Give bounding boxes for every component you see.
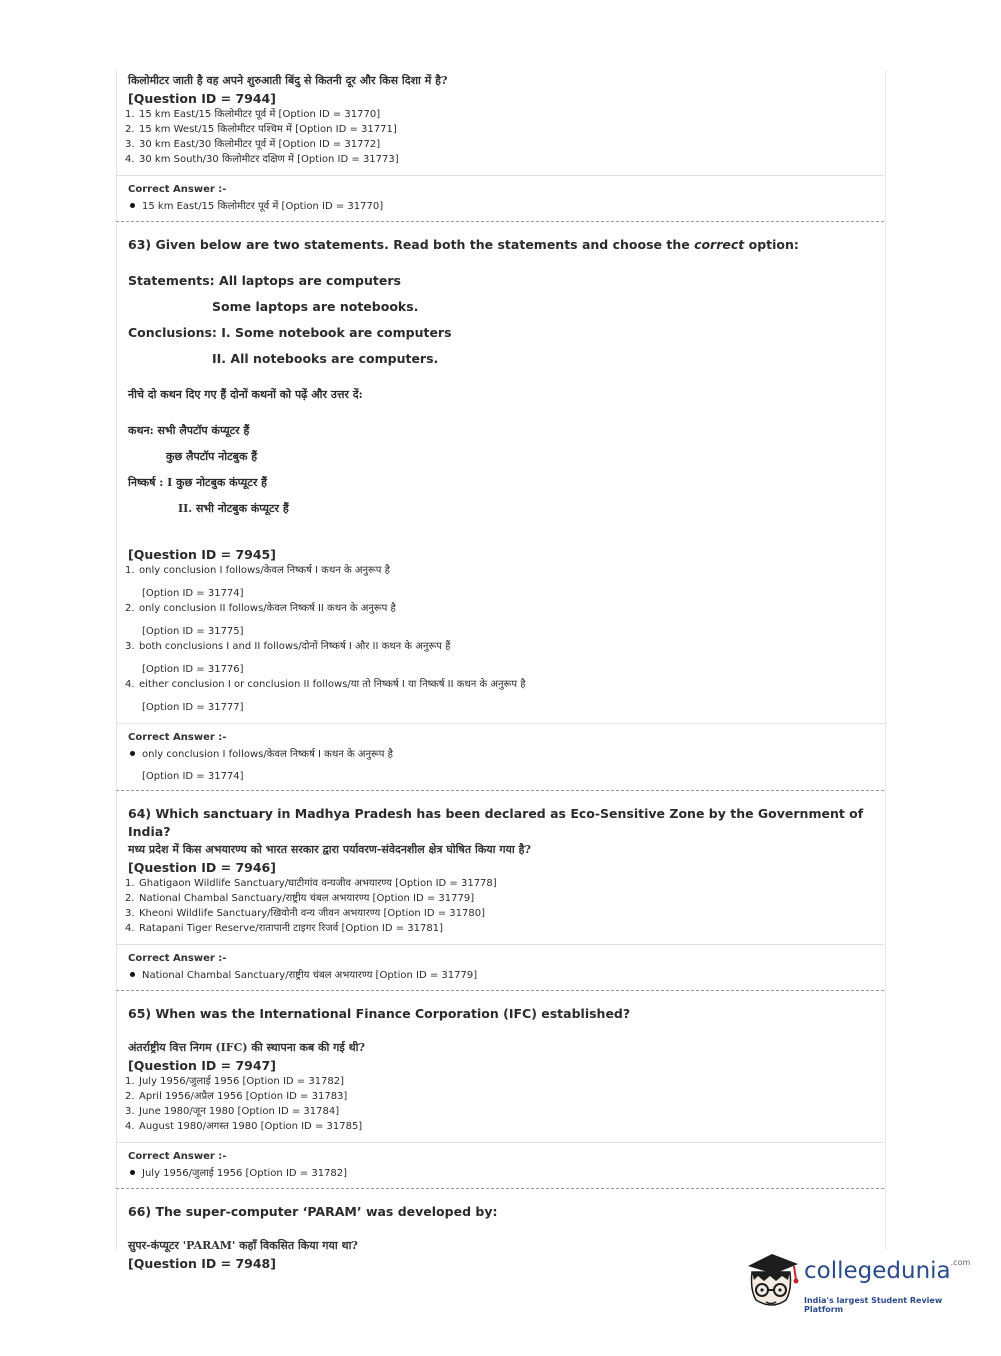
options-list [125,563,872,715]
logo-wordmark: collegedunia$^{.com}$ [804,1258,971,1284]
correct-answer: 15 km East/15 किलोमीटर पूर्व में [Option ID = 31770] [128,198,872,215]
correct-answer-label: Correct Answer :- [128,732,227,743]
question-hindi-text: सुपर-कंप्यूटर 'PARAM' कहाँ विकसित किया गया था? [128,1239,358,1252]
question-62-tail [116,72,884,215]
option-item: 4. Ratapani Tiger Reserve/रातापानी टाइगर रिजर्व [Option ID = 31781] [125,923,443,934]
bullet-icon [130,972,135,977]
question-text: 66) The super-computer ‘PARAM’ was developed by: [128,1204,498,1219]
statement-line: Some laptops are notebooks. [212,299,419,314]
option-item: 3. both conclusions I and II follows/दोनों निष्कर्ष I और II कथन के अनुरूप हैं [Option ID = 31776] [125,641,451,675]
question-hindi-intro: नीचे दो कथन दिए गए हैं दोनों कथनों को पढ़ें और उत्तर दें: [128,388,363,401]
question-separator [116,990,884,991]
hindi-conclusion-line: II. सभी नोटबुक कंप्यूटर हैं [178,502,289,515]
divider [116,1142,884,1143]
question-hindi-text: किलोमीटर जाती है वह अपने शुरुआती बिंदु से कितनी दूर और किस दिशा में है? [128,74,448,87]
divider [116,723,884,724]
question-id: [Question ID = 7945] [128,547,276,562]
divider [116,175,884,176]
bullet-icon [130,1170,135,1175]
correct-answer-label: Correct Answer :- [128,184,227,195]
option-item: 2. 15 km West/15 किलोमीटर पश्चिम में [Option ID = 31771] [125,124,397,135]
option-item: 4. 30 km South/30 किलोमीटर दक्षिण में [Option ID = 31773] [125,154,399,165]
question-separator [116,790,884,791]
bullet-icon [130,751,135,756]
option-item: 2. National Chambal Sanctuary/राष्ट्रीय चंबल अभयारण्य [Option ID = 31779] [125,893,475,904]
question-text: 64) Which sanctuary in Madhya Pradesh has been declared as Eco-Sensitive Zone by the Government of India? [128,806,864,839]
correct-answer: only conclusion I follows/केवल निष्कर्ष I कथन के अनुरूप है [128,746,872,763]
statement-line: Statements: All laptops are computers [128,273,401,288]
options-list [125,1074,872,1134]
option-item: 1. 15 km East/15 किलोमीटर पूर्व में [Option ID = 31770] [125,109,381,120]
option-item: 3. Kheoni Wildlife Sanctuary/खिवोनी वन्य जीवन अभयारण्य [Option ID = 31780] [125,908,485,919]
question-id: [Question ID = 7946] [128,860,276,875]
conclusion-line: Conclusions: I. Some notebook are computers [128,325,452,340]
correct-answer-label: Correct Answer :- [128,1151,227,1162]
question-paper [116,72,884,1272]
mascot-icon [742,1250,804,1312]
correct-answer: July 1956/जुलाई 1956 [Option ID = 31782] [128,1165,872,1182]
question-64 [116,805,884,984]
bullet-icon [130,203,135,208]
question-id: [Question ID = 7944] [128,91,276,106]
option-item: 4. either conclusion I or conclusion II follows/या तो निष्कर्ष I या निष्कर्ष II कथन के अनुरूप है [Option ID = 31777] [125,679,526,713]
question-separator [116,1188,884,1189]
correct-answer: National Chambal Sanctuary/राष्ट्रीय चंबल अभयारण्य [Option ID = 31779] [128,967,872,984]
question-text: 65) When was the International Finance Corporation (IFC) established? [128,1006,631,1021]
option-item: 1. Ghatigaon Wildlife Sanctuary/घाटीगांव वन्यजीव अभयारण्य [Option ID = 31778] [125,878,497,889]
option-item: 2. April 1956/अप्रैल 1956 [Option ID = 31783] [125,1091,348,1102]
question-hindi-text: अंतर्राष्ट्रीय वित्त निगम (IFC) की स्थापना कब की गई थी? [128,1041,365,1054]
option-item: 3. June 1980/जून 1980 [Option ID = 31784] [125,1106,340,1117]
hindi-statement-line: कथन: सभी लैपटॉप कंप्यूटर हैं [128,424,250,437]
divider [116,944,884,945]
question-65 [116,1005,884,1182]
option-item: 4. August 1980/अगस्त 1980 [Option ID = 31785] [125,1121,363,1132]
conclusion-line: II. All notebooks are computers. [212,351,439,366]
question-id: [Question ID = 7948] [128,1256,276,1271]
logo-tagline: India's largest Student Review Platform [804,1296,943,1314]
question-id: [Question ID = 7947] [128,1058,276,1073]
hindi-conclusion-line: निष्कर्ष : I कुछ नोटबुक कंप्यूटर हैं [128,476,268,489]
question-63 [116,236,884,784]
option-item: 1. only conclusion I follows/केवल निष्कर्ष I कथन के अनुरूप है [Option ID = 31774] [125,565,390,599]
question-hindi-text: मध्य प्रदेश में किस अभयारण्य को भारत सरकार द्वारा पर्यावरण-संवेदनशील क्षेत्र घोषित किया गया है? [128,843,531,856]
options-list [125,107,872,167]
correct-answer-option-id: [Option ID = 31774] [142,771,244,782]
options-list [125,876,872,936]
hindi-statement-line: कुछ लैपटॉप नोटबुक हैं [166,450,258,463]
question-separator [116,221,884,222]
option-item: 2. only conclusion II follows/केवल निष्कर्ष II कथन के अनुरूप है [Option ID = 31775] [125,603,396,637]
option-item: 3. 30 km East/30 किलोमीटर पूर्व में [Option ID = 31772] [125,139,381,150]
correct-answer-label: Correct Answer :- [128,953,227,964]
collegedunia-logo [742,1250,972,1316]
option-item: 1. July 1956/जुलाई 1956 [Option ID = 31782] [125,1076,345,1087]
question-text: 63) Given below are two statements. Read both the statements and choose the correct option: [128,237,799,252]
